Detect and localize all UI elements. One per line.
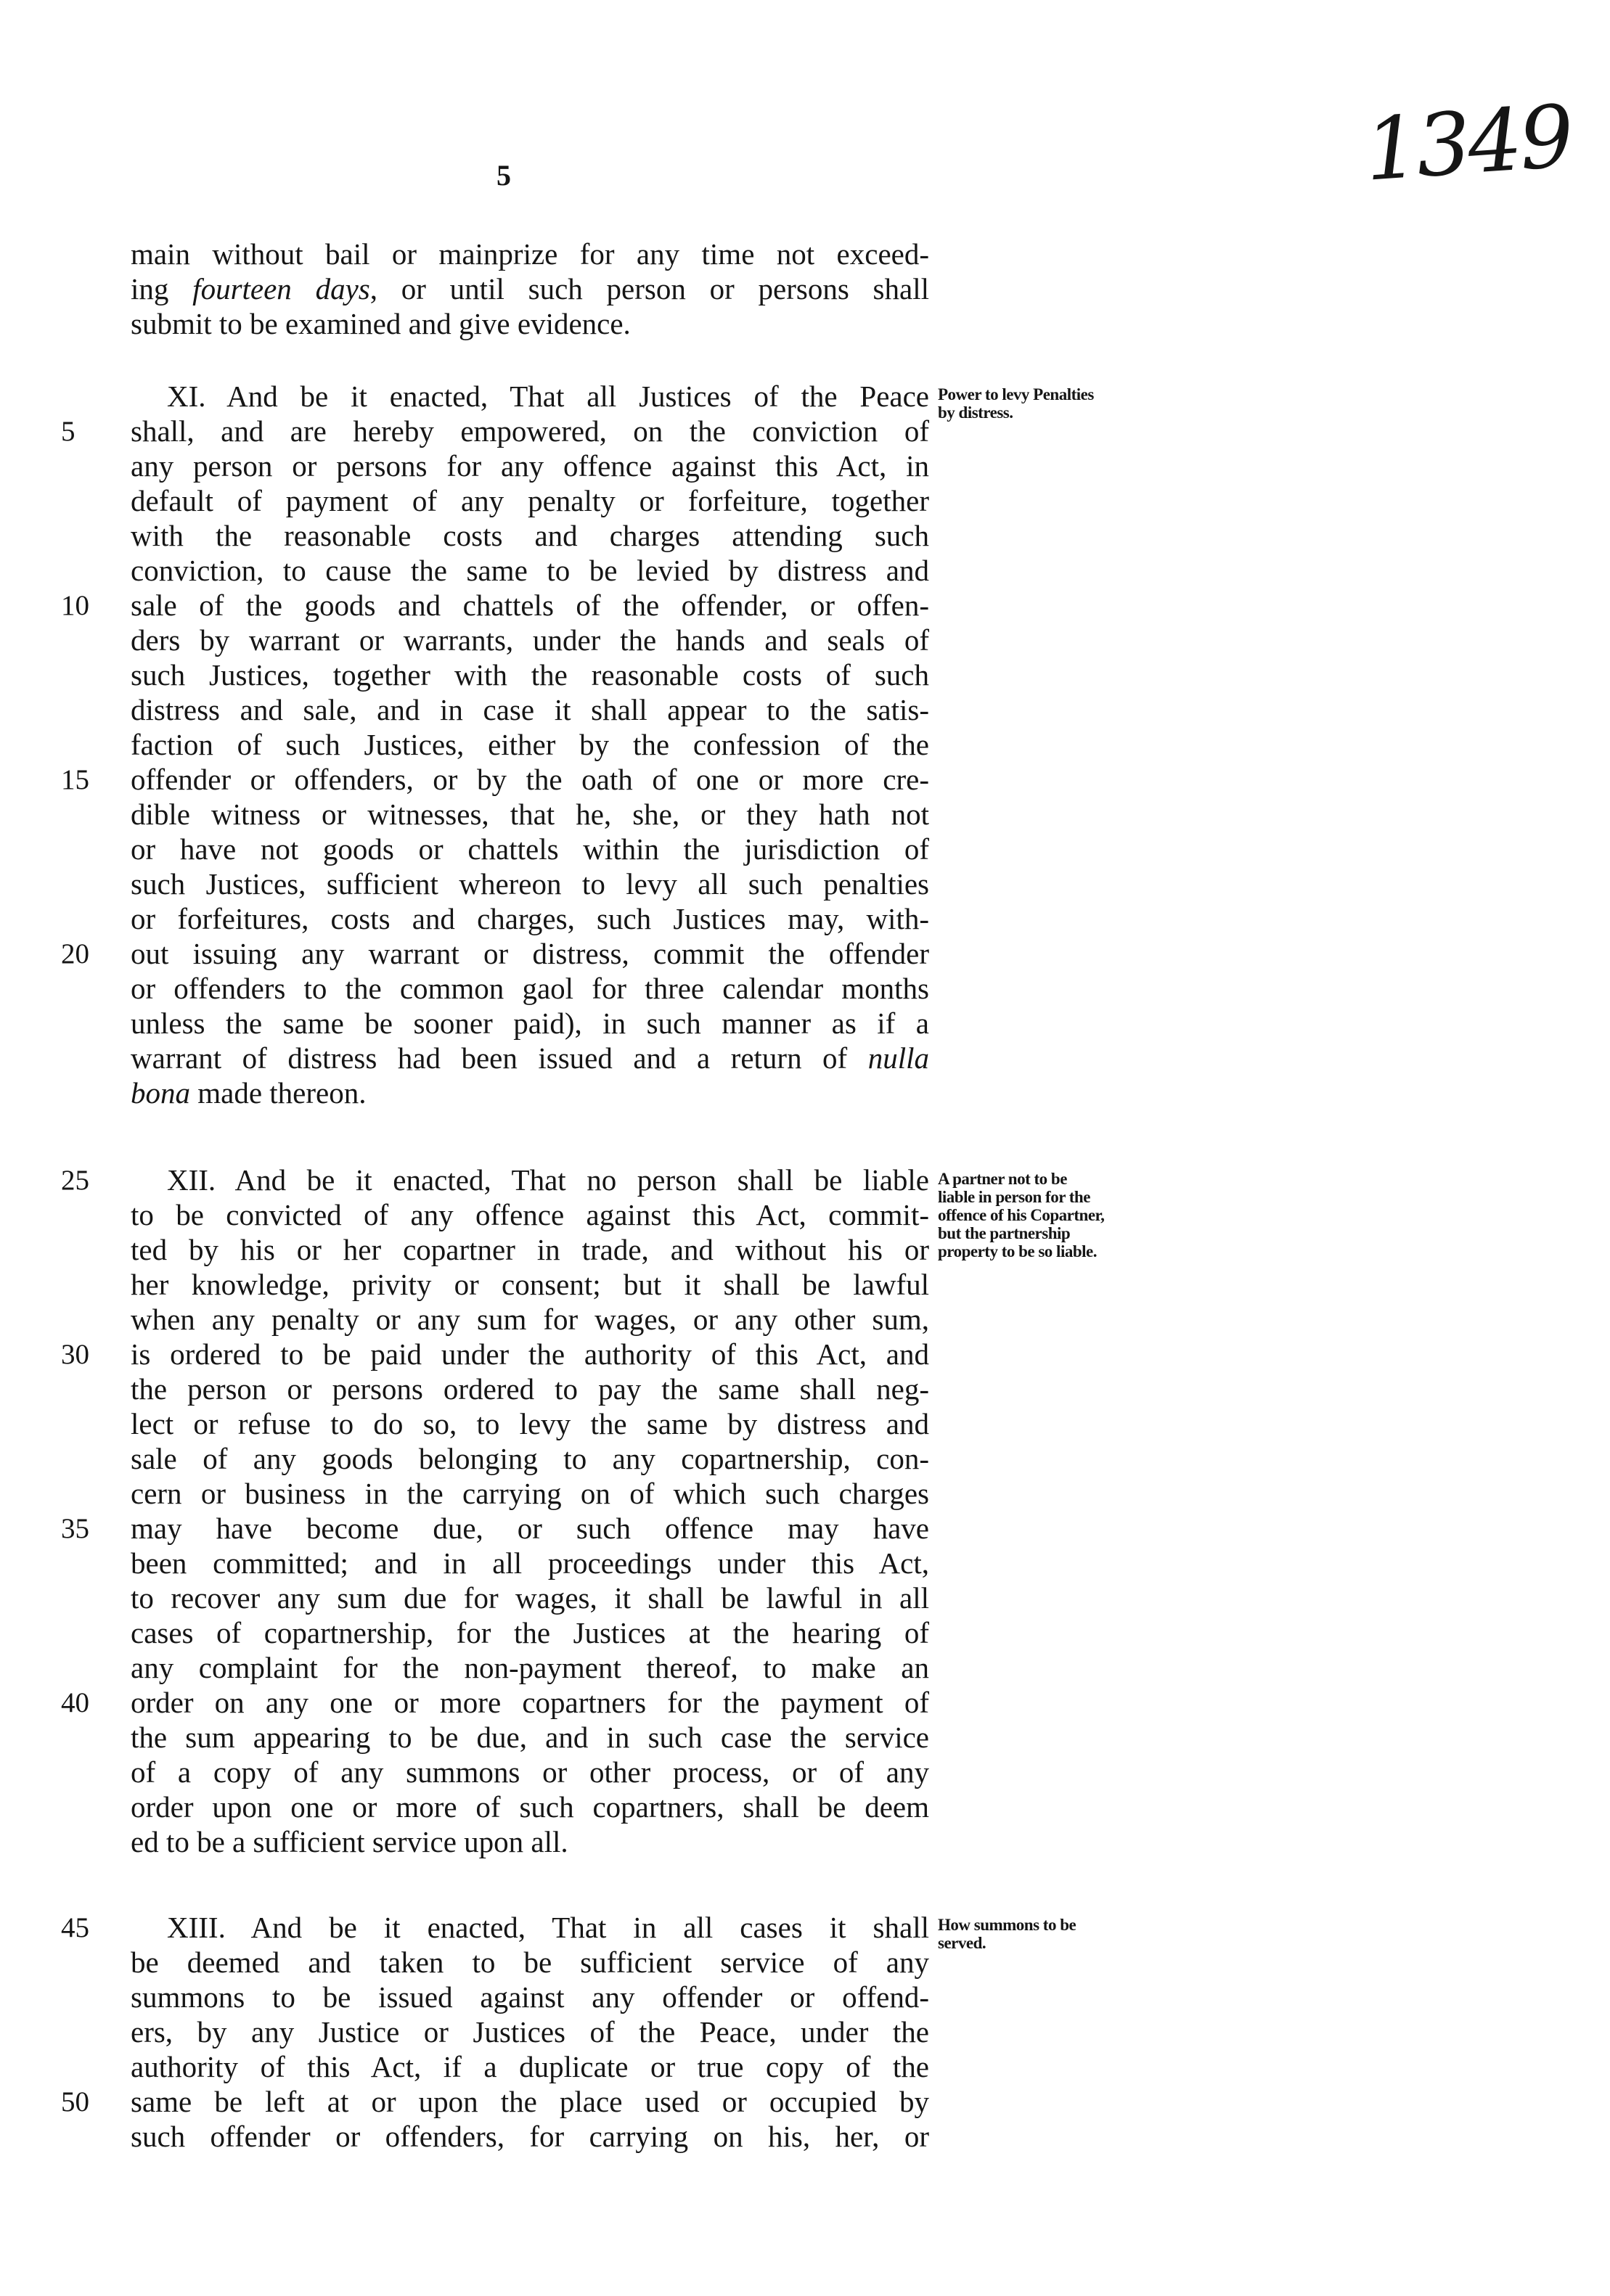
text-line: dible witness or witnesses, that he, she, or they hath not xyxy=(131,798,929,831)
text-line: any complaint for the non-payment thereof, to make an xyxy=(131,1651,929,1684)
text-line: sale of the goods and chattels of the offender, or offen- xyxy=(131,589,929,622)
text-line: XIII. And be it enacted, That in all cases it shall xyxy=(167,1911,929,1944)
page-number: 5 xyxy=(497,159,511,192)
text-line: been committed; and in all proceedings under this Act, xyxy=(131,1546,929,1580)
text-line: with the reasonable costs and charges attending such xyxy=(131,519,929,552)
text-line: ders by warrant or warrants, under the hands and seals of xyxy=(131,623,929,657)
text-line: order upon one or more of such copartners, shall be deem xyxy=(131,1790,929,1824)
text-line: lect or refuse to do so, to levy the same by distress and xyxy=(131,1407,929,1440)
text-line: same be left at or upon the place used or occupied by xyxy=(131,2085,929,2118)
text-line: ing fourteen days, or until such person or persons shall xyxy=(131,272,929,306)
line-number: 40 xyxy=(61,1687,89,1718)
text-line: to recover any sum due for wages, it shall be lawful in all xyxy=(131,1581,929,1615)
text-line: is ordered to be paid under the authority of this Act, and xyxy=(131,1337,929,1371)
margin-note-xi: Power to levy Penalties by distress. xyxy=(938,385,1094,422)
text-line: offender or offenders, or by the oath of one or more cre- xyxy=(131,763,929,796)
text-line: when any penalty or any sum for wages, or any other sum, xyxy=(131,1303,929,1336)
text-line: out issuing any warrant or distress, commit the offender xyxy=(131,937,929,970)
text-line: authority of this Act, if a duplicate or true copy of the xyxy=(131,2050,929,2083)
line-number: 25 xyxy=(61,1165,89,1196)
text-line: such Justices, sufficient whereon to levy all such penalties xyxy=(131,867,929,901)
margin-note-xiii: How summons to be served. xyxy=(938,1916,1076,1952)
text-line: of a copy of any summons or other process, or of any xyxy=(131,1755,929,1789)
text-line: such Justices, together with the reasonable costs of such xyxy=(131,658,929,692)
text-line: distress and sale, and in case it shall appear to the satis- xyxy=(131,693,929,726)
text-line: cases of copartnership, for the Justices at the hearing of xyxy=(131,1616,929,1649)
text-line: order on any one or more copartners for the payment of xyxy=(131,1686,929,1719)
text-line: be deemed and taken to be sufficient service of any xyxy=(131,1946,929,1979)
text-line: may have become due, or such offence may have xyxy=(131,1512,929,1545)
text-line: ers, by any Justice or Justices of the Peace, under the xyxy=(131,2015,929,2049)
text-line: any person or persons for any offence against this Act, in xyxy=(131,449,929,483)
line-number: 45 xyxy=(61,1912,89,1943)
text-line: or have not goods or chattels within the jurisdiction of xyxy=(131,832,929,866)
text-line: unless the same be sooner paid), in such manner as if a xyxy=(131,1006,929,1040)
text-line: ted by his or her copartner in trade, and without his or xyxy=(131,1233,929,1266)
text-line: faction of such Justices, either by the confession of the xyxy=(131,728,929,761)
text-line: warrant of distress had been issued and a return of nulla xyxy=(131,1041,929,1075)
line-number: 15 xyxy=(61,764,89,795)
text-line: XII. And be it enacted, That no person shall be liable xyxy=(167,1163,929,1197)
line-number: 10 xyxy=(61,590,89,621)
handwritten-folio-number: 1349 xyxy=(1361,86,1574,200)
text-line: submit to be examined and give evidence. xyxy=(131,307,631,340)
margin-note-xii: A partner not to be liable in person for the offence of his Copartner, but the partnership property to be so liable. xyxy=(938,1170,1105,1260)
text-line: shall, and are hereby empowered, on the conviction of xyxy=(131,414,929,448)
line-number: 50 xyxy=(61,2086,89,2117)
text-line: or forfeitures, costs and charges, such Justices may, with- xyxy=(131,902,929,935)
text-line: conviction, to cause the same to be levied by distress and xyxy=(131,554,929,587)
line-number: 20 xyxy=(61,938,89,969)
text-line: cern or business in the carrying on of which such charges xyxy=(131,1477,929,1510)
text-line: summons to be issued against any offender or offend- xyxy=(131,1980,929,2014)
text-line: bona made thereon. xyxy=(131,1076,367,1110)
line-number: 30 xyxy=(61,1339,89,1370)
text-line: or offenders to the common gaol for three calendar months xyxy=(131,972,929,1005)
text-line: XI. And be it enacted, That all Justices of the Peace xyxy=(167,380,929,413)
line-number: 35 xyxy=(61,1513,89,1544)
text-line: sale of any goods belonging to any copartnership, con- xyxy=(131,1442,929,1475)
text-line: default of payment of any penalty or forfeiture, together xyxy=(131,484,929,517)
text-line: such offender or offenders, for carrying on his, her, or xyxy=(131,2120,929,2153)
text-line: the sum appearing to be due, and in such case the service xyxy=(131,1721,929,1754)
text-line: ed to be a sufficient service upon all. xyxy=(131,1825,568,1858)
text-line: main without bail or mainprize for any time not exceed- xyxy=(131,237,929,271)
line-number: 5 xyxy=(61,416,75,447)
text-line: to be convicted of any offence against this Act, commit- xyxy=(131,1198,929,1231)
text-line: her knowledge, privity or consent; but it shall be lawful xyxy=(131,1268,929,1301)
text-line: the person or persons ordered to pay the same shall neg- xyxy=(131,1372,929,1406)
